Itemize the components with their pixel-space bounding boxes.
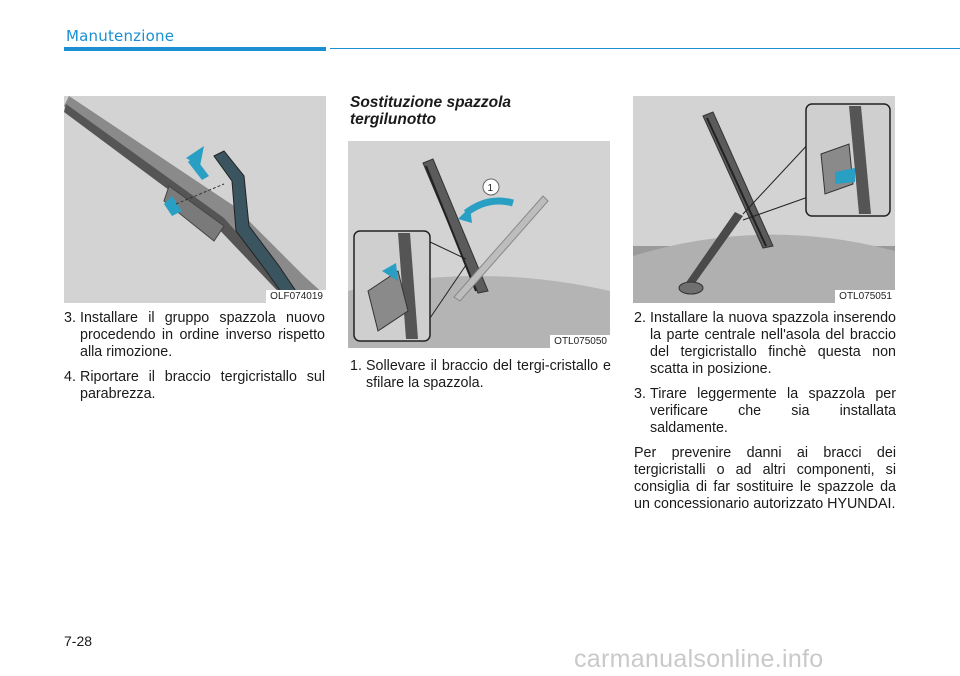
right-column-text <box>634 310 896 513</box>
left-column-text <box>64 310 325 411</box>
wiper-blade-illustration <box>64 96 326 303</box>
figure-code: OTL075050 <box>550 335 610 348</box>
figure-code: OTL075051 <box>835 290 895 303</box>
center-column-text <box>350 358 611 400</box>
step-item <box>634 386 896 437</box>
step-number: 2. <box>634 310 646 326</box>
step-number: 3. <box>634 386 646 402</box>
step-text: Installare la nuova spazzola inserendo la parte centrale nell'asola del braccio del tergicristallo finchè questa non scatta in posizione. <box>650 310 896 377</box>
header-rule-thin <box>330 48 960 49</box>
step-number: 1. <box>350 358 362 374</box>
note-paragraph: Per prevenire danni ai bracci dei tergicristalli o ad altri componenti, si consiglia di far sostituire le spazzole da un concessionario autorizzato HYUNDAI. <box>634 445 896 512</box>
step-number: 4. <box>64 369 76 385</box>
step-number: 3. <box>64 310 76 326</box>
step-item <box>64 369 325 403</box>
step-item <box>64 310 325 361</box>
rear-wiper-install-illustration <box>633 96 895 303</box>
step-text: Sollevare il braccio del tergi-cristallo e sfilare la spazzola. <box>366 358 611 391</box>
watermark: carmanualsonline.info <box>574 645 824 673</box>
section-title: Sostituzione spazzola tergilunotto <box>350 94 512 128</box>
step-text: Installare il gruppo spazzola nuovo procedendo in ordine inverso rispetto alla rimozione. <box>80 310 325 360</box>
callout-number: 1 <box>487 183 494 194</box>
figure-wiper-blade-assembly <box>64 96 326 303</box>
rear-wiper-lift-illustration <box>348 141 610 348</box>
step-item <box>634 310 896 378</box>
section-header-title: Manutenzione <box>66 27 175 45</box>
header-rule-thick <box>64 47 326 51</box>
figure-code: OLF074019 <box>266 290 326 303</box>
page-number: 7-28 <box>64 633 93 649</box>
step-item <box>350 358 611 392</box>
step-text: Riportare il braccio tergicristallo sul parabrezza. <box>80 369 325 402</box>
figure-rear-wiper-lift <box>348 141 610 348</box>
step-text: Tirare leggermente la spazzola per verificare che sia installata saldamente. <box>650 386 896 436</box>
figure-rear-wiper-install <box>633 96 895 303</box>
